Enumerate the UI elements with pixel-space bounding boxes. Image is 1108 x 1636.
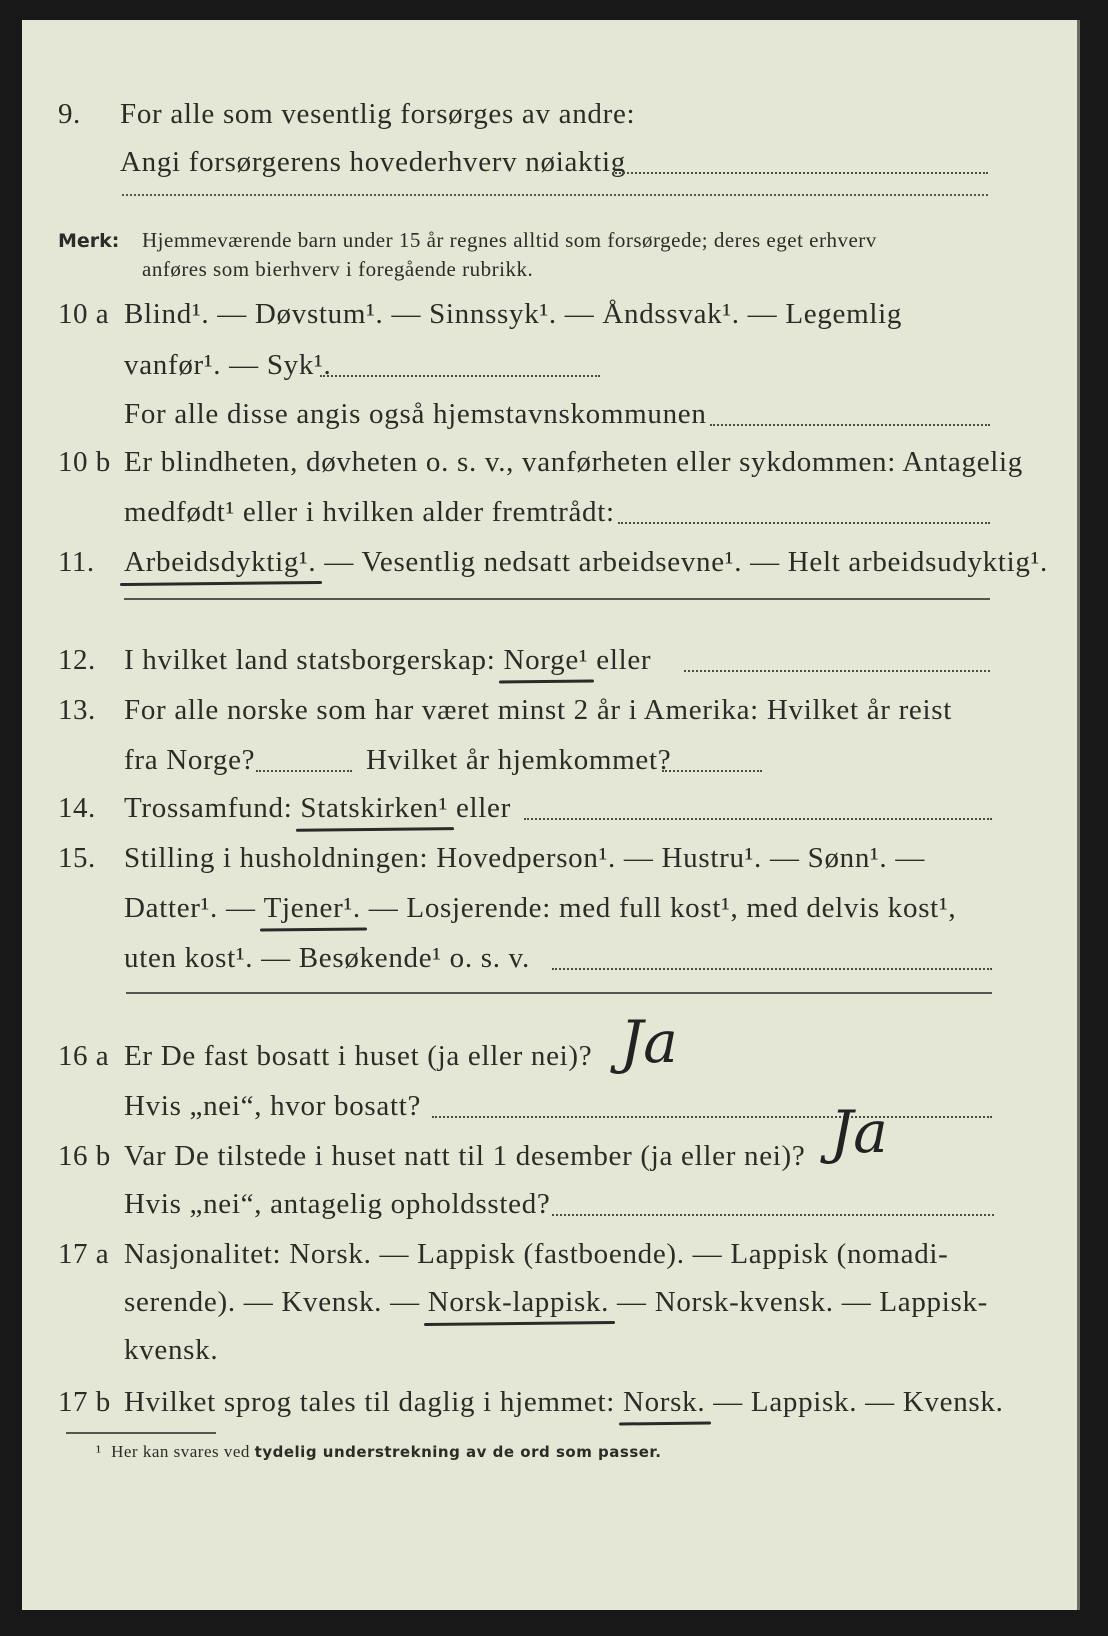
q9-text: For alle som vesentlig forsørges av andre: — [120, 98, 636, 130]
q15-line2 — [22, 888, 1080, 928]
q10a-line1 — [22, 294, 1080, 334]
q15-line3 — [22, 938, 1080, 978]
footnote — [96, 1442, 661, 1462]
q15-selected-option[interactable]: Tjener¹. — [263, 892, 361, 924]
q16a-text1: Er De fast bosatt i huset (ja eller nei)? — [124, 1040, 593, 1072]
q15-text1: Stilling i husholdningen: Hovedperson¹. — Hustru¹. — Sønn¹. — — [124, 842, 926, 874]
q15-losjerende: — Losjerende: med full kost¹, med delvis kost¹, — [360, 892, 957, 924]
q10b-field[interactable] — [618, 522, 990, 524]
q16a-handwritten-answer[interactable]: Ja — [620, 1008, 678, 1076]
q17b-number: 17 b — [58, 1386, 111, 1418]
q14-number: 14. — [58, 792, 96, 824]
q12-text — [124, 644, 651, 677]
q11-line — [22, 542, 1080, 582]
q10a-line3 — [22, 394, 1080, 434]
q10a-field1[interactable] — [320, 375, 600, 377]
q10a-number: 10 a — [58, 298, 110, 330]
q17a-text1: Nasjonalitet: Norsk. — Lappisk (fastboende). — Lappisk (nomadi- — [124, 1238, 949, 1270]
q10b-line2 — [22, 492, 1080, 532]
q15-number: 15. — [58, 842, 96, 874]
q15-text2 — [124, 892, 956, 925]
q12-line — [22, 640, 1080, 680]
q13-number: 13. — [58, 694, 96, 726]
q15-line1 — [22, 838, 1080, 878]
q9-provider-label: Angi forsørgerens hovederhverv nøiaktig — [120, 146, 626, 178]
q9-provider-field[interactable] — [612, 172, 988, 174]
q11-text — [124, 546, 1048, 579]
q10a-hometown-field[interactable] — [710, 424, 990, 426]
q17a-number: 17 a — [58, 1238, 110, 1270]
q14-field[interactable] — [524, 818, 992, 820]
q10b-number: 10 b — [58, 446, 111, 478]
q12-eller: eller — [588, 644, 652, 676]
q14-text — [124, 792, 511, 825]
q9-number: 9. — [58, 98, 81, 130]
q14-eller: eller — [448, 792, 511, 824]
q14-line — [22, 788, 1080, 828]
q10b-text1: Er blindheten, døvheten o. s. v., vanførheten eller sykdommen: Antagelig — [124, 446, 1023, 478]
q17b-text — [124, 1386, 1004, 1419]
q10b-text2: medfødt¹ eller i hvilken alder fremtrådt: — [124, 496, 615, 528]
q12-field[interactable] — [684, 670, 990, 672]
q14-selected-option[interactable]: Statskirken¹ — [300, 792, 449, 824]
q15-extra-line[interactable] — [126, 992, 992, 994]
q11-selected-option[interactable]: Arbeidsdyktig¹. — [124, 546, 317, 578]
q15-field[interactable] — [552, 968, 992, 970]
q13-return-field[interactable] — [662, 770, 762, 772]
q10b-line1 — [22, 442, 1080, 482]
q16b-line2 — [22, 1184, 1080, 1224]
q17a-text2 — [124, 1286, 988, 1319]
q15-text3: uten kost¹. — Besøkende¹ o. s. v. — [124, 942, 530, 974]
footnote-mark: ¹ — [96, 1442, 102, 1461]
q17a-line2 — [22, 1282, 1080, 1322]
q17b-question: Hvilket sprog tales til daglig i hjemmet: — [124, 1386, 623, 1418]
q16b-handwritten-answer[interactable]: Ja — [830, 1098, 888, 1166]
merk-text-line1: Hjemmeværende barn under 15 år regnes alltid som forsørgede; deres eget erhverv — [142, 228, 877, 252]
q11-extra-line[interactable] — [124, 598, 990, 600]
q13-text2b: Hvilket år hjemkommet? — [366, 744, 672, 776]
q16a-text2: Hvis „nei“, hvor bosatt? — [124, 1090, 422, 1122]
footnote-divider — [66, 1432, 216, 1434]
q17b-rest: — Lappisk. — Kvensk. — [705, 1386, 1004, 1418]
q17b-selected-option[interactable]: Norsk. — [622, 1386, 706, 1418]
q17a-line3 — [22, 1330, 1080, 1370]
q17a-line1 — [22, 1234, 1080, 1274]
q10a-line2 — [22, 345, 1080, 385]
q17b-line — [22, 1382, 1080, 1422]
census-form-page — [22, 20, 1080, 1610]
q9-line1 — [22, 94, 1080, 134]
footnote-bold-text: tydelig understrekning av de ord som passer. — [254, 1443, 662, 1461]
q17a-selected-option[interactable]: Norsk-lappisk. — [427, 1286, 610, 1318]
q13-text2a: fra Norge? — [124, 744, 256, 776]
q9-extra-line[interactable] — [122, 194, 988, 196]
q11-number: 11. — [58, 546, 95, 578]
q17a-kvensk: serende). — Kvensk. — — [124, 1286, 428, 1318]
q17a-text3: kvensk. — [124, 1334, 219, 1366]
q9-line2 — [22, 142, 1080, 182]
q10a-text2: vanfør¹. — Syk¹. — [124, 349, 332, 381]
q10a-text1: Blind¹. — Døvstum¹. — Sinnssyk¹. — Åndssvak¹. — Legemlig — [124, 298, 903, 330]
q12-number: 12. — [58, 644, 96, 676]
q12-selected-option[interactable]: Norge¹ — [503, 644, 589, 676]
q17a-rest: — Norsk-kvensk. — Lappisk- — [609, 1286, 989, 1318]
footnote-text: Her kan svares ved — [111, 1442, 255, 1461]
q16a-line2 — [22, 1086, 1080, 1126]
q14-question: Trossamfund: — [124, 792, 301, 824]
q16b-field[interactable] — [552, 1214, 994, 1216]
q11-other-options: — Vesentlig nedsatt arbeidsevne¹. — Helt arbeidsudyktig¹. — [316, 546, 1048, 578]
q10a-text3: For alle disse angis også hjemstavnskommunen — [124, 398, 707, 430]
q16a-field[interactable] — [432, 1116, 992, 1118]
q16b-text2: Hvis „nei“, antagelig opholdssted? — [124, 1188, 551, 1220]
q16b-line1 — [22, 1136, 1080, 1176]
merk-text-line2: anføres som bierhverv i foregående rubrikk. — [142, 257, 534, 281]
q13-departure-field[interactable] — [256, 770, 352, 772]
q13-line2 — [22, 740, 1080, 780]
q16a-number: 16 a — [58, 1040, 110, 1072]
q12-question: I hvilket land statsborgerskap: — [124, 644, 504, 676]
q16a-line1 — [22, 1036, 1080, 1076]
q16b-text1: Var De tilstede i huset natt til 1 desember (ja eller nei)? — [124, 1140, 806, 1172]
q15-datter: Datter¹. — — [124, 892, 264, 924]
merk-label: Merk: — [58, 230, 120, 252]
q16b-number: 16 b — [58, 1140, 111, 1172]
q13-line1 — [22, 690, 1080, 730]
q13-text1: For alle norske som har været minst 2 år i Amerika: Hvilket år reist — [124, 694, 953, 726]
